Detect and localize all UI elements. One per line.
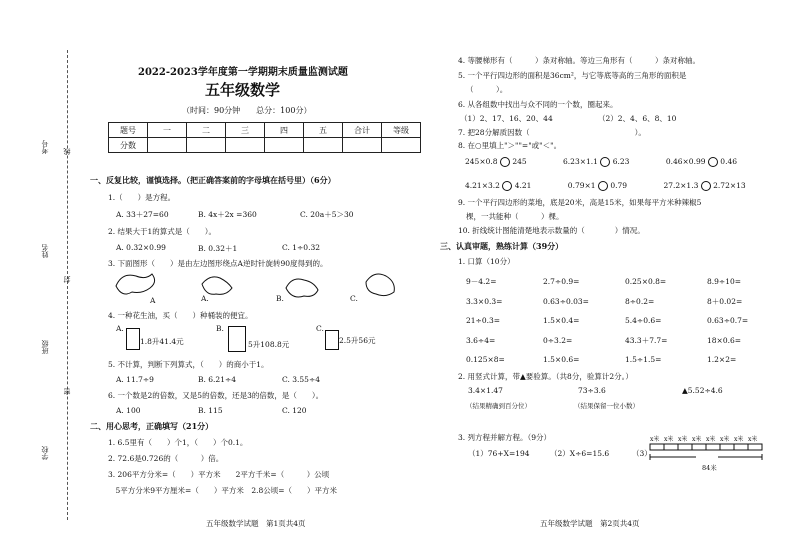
time-score-line: （时间：90分钟 总分：100分）	[182, 106, 312, 115]
compare-circle[interactable]	[708, 157, 718, 167]
score-cell: 分数	[109, 138, 148, 153]
subject-title: 五年级数学	[205, 81, 281, 99]
oral-row: 3.6÷4= 0÷3.2= 43.3＋7.7= 18×0.6=	[466, 335, 742, 345]
fill-q3b: 5平方分米9平方厘米=（ ）平方米 2.8公顷=（ ）平方米	[108, 486, 338, 495]
oral-title: 1. 口算（10分）	[458, 257, 515, 266]
r-q5a: 5. 一个平行四边形的面积是36cm²，与它等底等高的三角形的面积是	[458, 71, 687, 80]
score-cell: 三	[226, 123, 265, 138]
vcalc-1: 3.4×1.47	[468, 386, 503, 395]
compare-row2: 4.21×3.2 4.21 0.79×1 0.79 27.2×1.3 2.72×13	[465, 181, 746, 190]
q2-text: 2. 结果大于1的算式是（ ）。	[108, 227, 217, 236]
oral-grid	[466, 272, 748, 370]
margin-school: 学校	[41, 446, 49, 460]
binding-line	[67, 50, 68, 520]
compare-circle[interactable]	[598, 181, 608, 191]
oil-bottle-icon	[126, 328, 140, 350]
score-cell: 五	[304, 123, 343, 138]
score-cell: 等级	[382, 123, 421, 138]
compare-circle[interactable]	[500, 157, 510, 167]
q6-option-a: A. 100	[116, 406, 141, 415]
q3-option-c: C.	[350, 294, 358, 303]
score-input-cell[interactable]	[148, 138, 187, 153]
section-3-title: 三、认真审题，熟练计算（39分）	[440, 241, 564, 251]
score-input-cell[interactable]	[226, 138, 265, 153]
equation-3: （3）	[632, 449, 652, 458]
margin-mi: 密	[63, 388, 71, 395]
equation-title: 3. 列方程并解方程。（9分）	[458, 433, 552, 442]
score-value-row	[109, 138, 421, 153]
q6-option-c: C. 120	[282, 406, 307, 415]
fill-q2: 2. 72.6是0.726的（ ）倍。	[108, 454, 224, 463]
score-input-cell[interactable]	[382, 138, 421, 153]
q3-option-b: B.	[276, 294, 284, 303]
exam-title: 2022-2023学年度第一学期期末质量监测试题	[138, 67, 348, 78]
q4-option-a: A.	[116, 324, 124, 333]
vcalc-2: 73÷3.6	[578, 386, 606, 395]
q1-text: 1.（ ）是方程。	[108, 193, 176, 202]
q2-option-c: C. 1÷0.32	[282, 243, 320, 252]
r-q4: 4. 等腰梯形有（ ）条对称轴。等边三角形有（ ）条对称轴。	[458, 56, 701, 65]
score-input-cell[interactable]	[343, 138, 382, 153]
q6-text: 6. 一个数是2的倍数，又是5的倍数，还是3的倍数，是（ ）。	[108, 391, 324, 400]
page-footer-left: 五年级数学试题 第1页共4页	[206, 519, 306, 528]
q1-option-b: B. 4x＋2x =360	[198, 210, 257, 219]
r-q6: 6. 从各组数中找出与众不同的一个数，圈起来。	[458, 100, 618, 109]
q4-option-b: B.	[216, 324, 224, 333]
oral-row: 21÷0.3= 1.5×0.4= 5.4÷0.6= 0.63÷0.7=	[466, 316, 749, 325]
r-q5b: （ ）。	[466, 85, 508, 94]
q3-option-a: A.	[201, 294, 209, 303]
margin-class: 班级	[41, 340, 49, 354]
score-cell: 题号	[109, 123, 148, 138]
section-1-title: 一、反复比较，谨慎选择。（把正确答案前的字母填在括号里）（6分）	[90, 175, 336, 185]
oral-row: 3.3×0.3= 0.63÷0.03= 8÷0.2= 8＋0.02=	[466, 296, 743, 306]
page-footer-right: 五年级数学试题 第2页共4页	[540, 519, 640, 528]
q4-price-c: 2.5升56元	[339, 336, 376, 345]
q4-text: 4. 一种花生油，买（ ）种桶装的便宜。	[108, 311, 253, 320]
score-cell: 二	[187, 123, 226, 138]
margin-name: 姓名	[41, 244, 49, 258]
score-cell: 一	[148, 123, 187, 138]
oral-row: 0.125×8= 1.5×0.6= 1.5÷1.5= 1.2×2=	[466, 355, 737, 364]
q1-option-a: A. 33＋27=60	[116, 210, 169, 219]
q5-option-a: A. 11.7÷9	[116, 375, 154, 384]
r-q10: 10. 折线统计图能清楚地表示数量的（ ）情况。	[458, 226, 645, 235]
q6-option-b: B. 115	[198, 406, 223, 415]
score-cell: 四	[265, 123, 304, 138]
margin-feng: 封	[63, 276, 71, 283]
q2-option-b: B. 0.32＋1	[198, 244, 238, 253]
score-input-cell[interactable]	[187, 138, 226, 153]
equation-2: （2）X÷6=15.6	[550, 449, 610, 458]
r-q8: 8. 在○里填上"＞""="或"＜"。	[458, 141, 562, 150]
q1-option-c: C. 20a＋5＞30	[300, 210, 354, 219]
vcalc-3: ▲5.52÷4.6	[682, 386, 723, 395]
equation-1: （1）76+X=194	[468, 449, 530, 458]
oral-row: 9－4.2= 2.7÷0.9= 0.25×0.8= 8.9÷10=	[466, 277, 742, 286]
q4-price-b: 5升108.8元	[248, 340, 290, 349]
oil-barrel-icon	[228, 326, 246, 352]
score-input-cell[interactable]	[265, 138, 304, 153]
vcalc-note-1: （结果精确到百分位）	[466, 402, 531, 410]
q5-option-c: C. 3.55÷4	[282, 375, 320, 384]
r-q6-1: （1）2、17、16、20、44	[460, 114, 553, 123]
q5-text: 5. 不计算，判断下列算式，（ ）的商小于1。	[108, 360, 269, 369]
q5-option-b: B. 6.21÷4	[198, 375, 237, 384]
score-cell: 合计	[343, 123, 382, 138]
score-table	[108, 122, 421, 153]
monkey-figures	[112, 268, 412, 306]
margin-exam-number: 考号	[41, 140, 49, 154]
r-q7: 7. 把28分解质因数（ ）。	[458, 128, 646, 137]
fill-q3a: 3. 206平方分米=（ ）平方米 2平方千米=（ ）公顷	[108, 470, 330, 479]
score-input-cell[interactable]	[304, 138, 343, 153]
r-q9a: 9. 一个平行四边形的菜地，底是20米，高是15米，如果每平方米种辣椒5	[458, 198, 702, 207]
compare-row1: 245×0.8 245 6.23×1.1 6.23 0.46×0.99 0.46	[465, 157, 737, 166]
oil-bottle-icon	[325, 330, 339, 350]
q3-label-a: A	[150, 296, 156, 305]
q4-price-a: 1.8升41.4元	[140, 337, 184, 346]
vertical-calc-title: 2. 用竖式计算，带▲要验算。（共8分，验算计2分。）	[458, 372, 633, 381]
segment-total: 84米	[702, 464, 717, 472]
score-header-row	[109, 123, 421, 138]
fill-q1: 1. 6.5里有（ ）个1，（ ）个0.1。	[108, 438, 248, 447]
segment-labels: x米 x米 x米 x米 x米 x米 x米 x米	[650, 436, 758, 443]
vcalc-note-2: （结果保留一位小数）	[574, 402, 639, 410]
r-q6-2: （2）2、4、6、8、10	[598, 114, 677, 123]
q4-option-c: C.	[316, 324, 324, 333]
q3-text: 3. 下面图形（ ）是由左边图形绕点A逆时针旋转90度得到的。	[108, 259, 328, 268]
compare-circle[interactable]	[600, 157, 610, 167]
q2-option-a: A. 0.32×0.99	[116, 243, 166, 252]
r-q9b: 棵，一共能种（ ）棵。	[466, 212, 564, 221]
margin-xian: 线	[63, 148, 71, 155]
compare-circle[interactable]	[502, 181, 512, 191]
section-2-title: 二、用心思考，正确填写（21分）	[90, 421, 214, 431]
compare-circle[interactable]	[701, 181, 711, 191]
